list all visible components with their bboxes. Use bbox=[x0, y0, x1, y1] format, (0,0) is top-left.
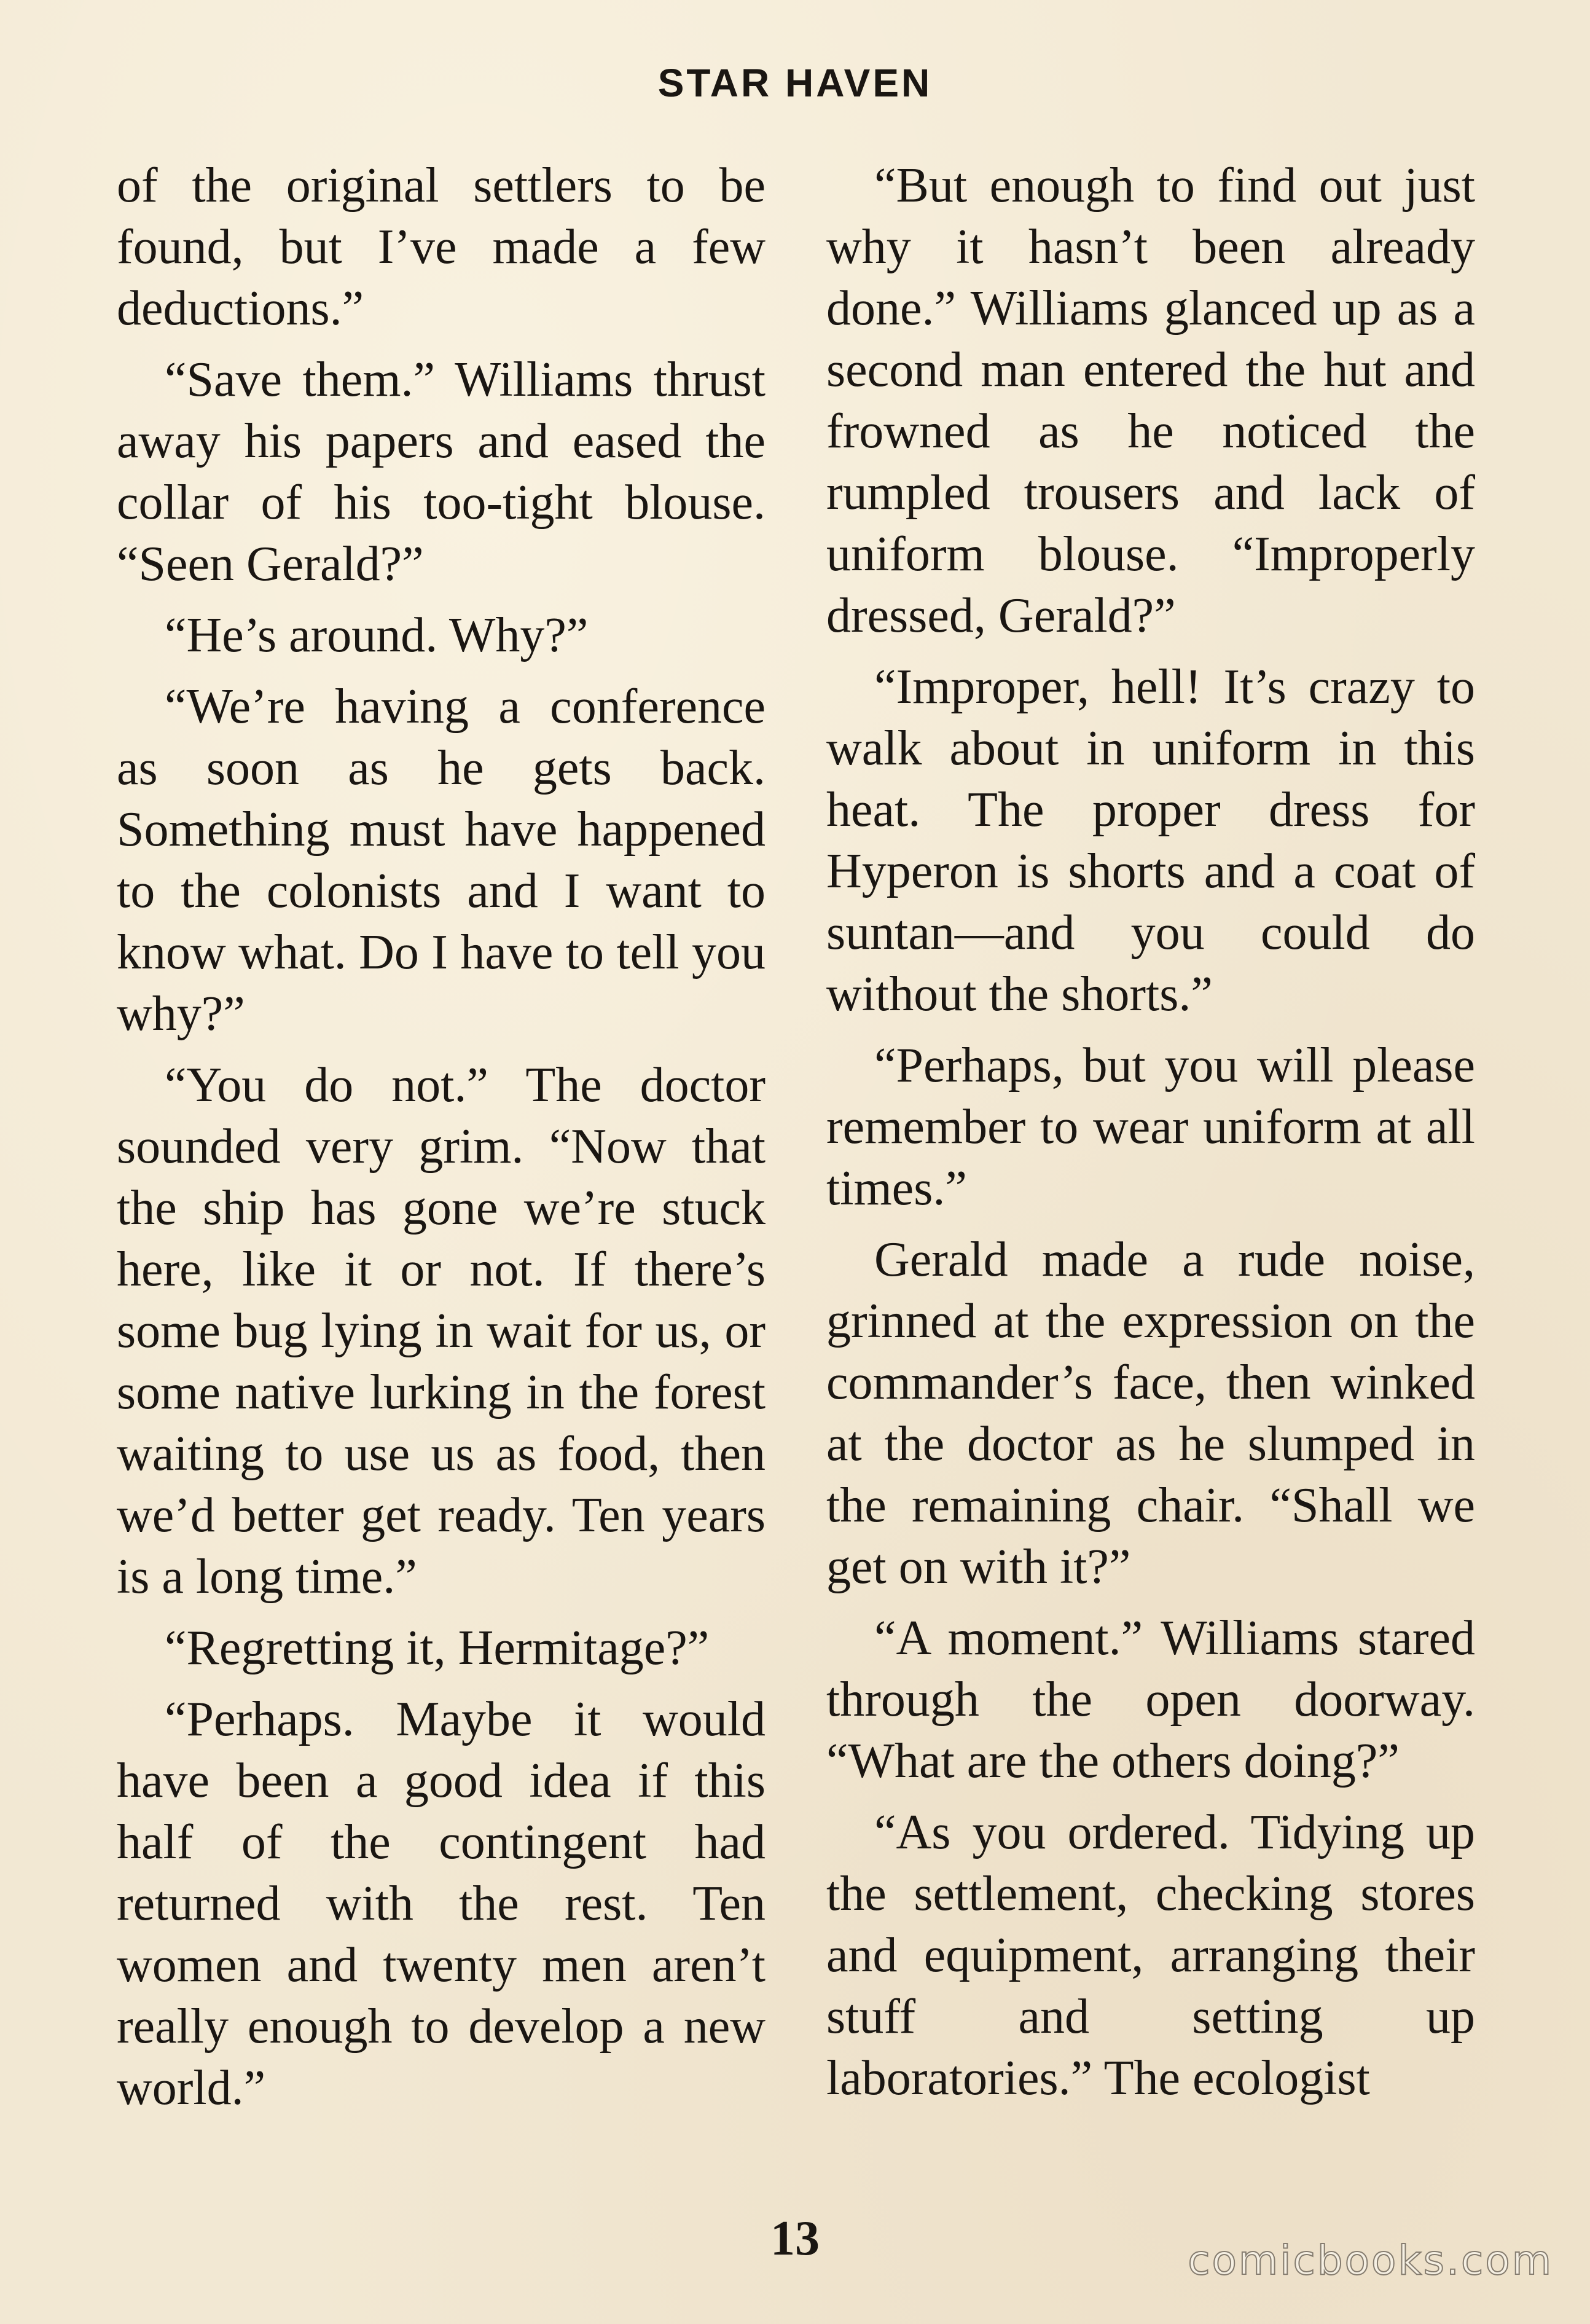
right-column bbox=[826, 155, 1475, 2119]
paragraph: of the original settlers to be found, but I’ve made a few deductions.” bbox=[117, 159, 766, 336]
paragraph: “He’s around. Why?” bbox=[165, 608, 589, 662]
running-head: STAR HAVEN bbox=[657, 61, 933, 105]
paragraph: “Save them.” Williams thrust away his papers and eased the collar of his too-tight blouse. “Seen Gerald?” bbox=[117, 353, 766, 591]
paragraph: “Perhaps. Maybe it would have been a good idea if this half of the contingent had returned with the rest. Ten women and twenty men aren’t really enough to develop a new world.” bbox=[117, 1692, 766, 2115]
paragraph: “A moment.” Williams stared through the open doorway. “What are the others doing?” bbox=[826, 1611, 1475, 1788]
watermark: comicbooks.com bbox=[1188, 2237, 1553, 2284]
paragraph: “As you ordered. Tidying up the settlement, checking stores and equipment, arranging their stuff and setting up laboratories.” The ecologist bbox=[826, 1805, 1475, 2105]
paragraph: Gerald made a rude noise, grinned at the expression on the commander’s face, then winked at the doctor as he slumped in the remaining chair. “Shall we get on with it?” bbox=[826, 1233, 1475, 1594]
left-column bbox=[117, 155, 766, 2129]
paragraph: “But enough to find out just why it hasn’t been already done.” Williams glanced up as a second man entered the hut and frowned as he noticed the rumpled trousers and lack of uniform blouse. “Improperly dressed, Gerald?” bbox=[826, 159, 1475, 643]
paragraph: “We’re having a conference as soon as he gets back. Something must have happened to the colonists and I want to know what. Do I have to tell you why?” bbox=[117, 680, 766, 1041]
page-number: 13 bbox=[770, 2212, 820, 2266]
paragraph: “Perhaps, but you will please remember to wear uniform at all times.” bbox=[826, 1038, 1475, 1215]
paragraph: “You do not.” The doctor sounded very grim. “Now that the ship has gone we’re stuck here, like it or not. If there’s some bug lying in wait for us, or some native lurking in the forest waiting to use us as food, then we’d better get ready. Ten years is a long time.” bbox=[117, 1058, 766, 1604]
paragraph: “Regretting it, Hermitage?” bbox=[165, 1621, 710, 1675]
paragraph: “Improper, hell! It’s crazy to walk about in uniform in this heat. The proper dress for Hyperon is shorts and a coat of suntan—and you could do without the shorts.” bbox=[826, 660, 1475, 1021]
